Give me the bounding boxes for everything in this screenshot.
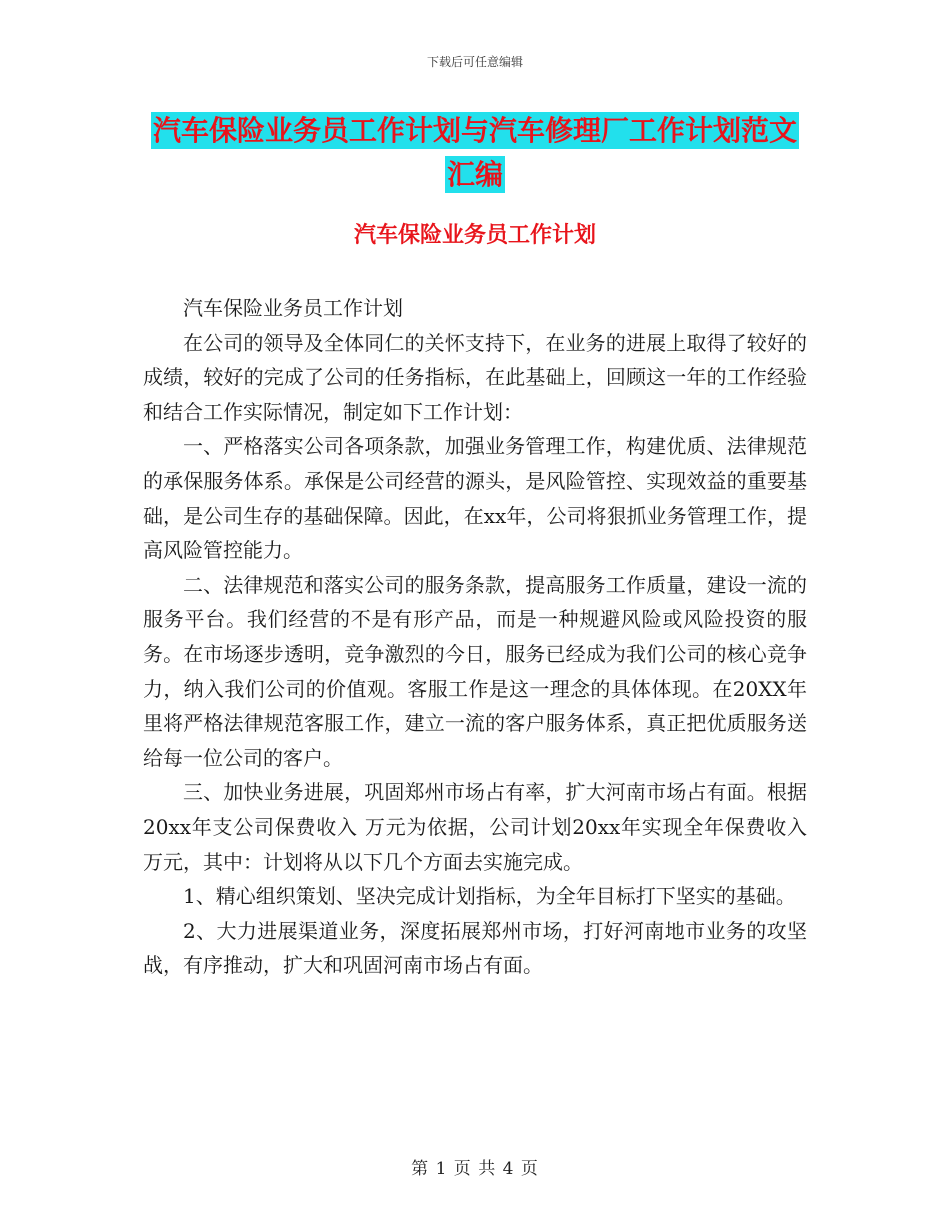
document-title-line-1-text: 汽车保险业务员工作计划与汽车修理厂工作计划范文 (152, 114, 797, 147)
paragraph: 一、严格落实公司各项条款，加强业务管理工作，构建优质、法律规范的承保服务体系。承保是公司经营的源头，是风险管控、实现效益的重要基础，是公司生存的基础保障。因此，在xx年，公司将狠抓业务管理工作，提高风险管控能力。 (143, 434, 807, 563)
section-title: 汽车保险业务员工作计划 (353, 223, 596, 248)
paragraph: 2、大力进展渠道业务，深度拓展郑州市场，打好河南地市业务的攻坚战，有序推动，扩大和巩固河南市场占有面。 (143, 918, 807, 978)
document-title-line-2-text: 汇编 (446, 158, 503, 191)
header-note: 下载后可任意编辑 (426, 55, 523, 69)
paragraph: 汽车保险业务员工作计划 (183, 296, 403, 320)
document-title-line-1 (143, 106, 807, 156)
paragraph: 1、精心组织策划、坚决完成计划指标，为全年目标打下坚实的基础。 (183, 884, 796, 909)
document-title-line-2 (143, 150, 807, 200)
paragraph: 二、法律规范和落实公司的服务条款，提高服务工作质量，建设一流的服务平台。我们经营的不是有形产品，而是一种规避风险或风险投资的服务。在市场逐步透明，竞争激烈的今日，服务已经成为我们公司的核心竞争力，纳入我们公司的价值观。客服工作是这一理念的具体体现。在20XX年里将严格法律规范客服工作，建立一流的客户服务体系，真正把优质服务送给每一位公司的客户。 (143, 572, 807, 770)
document-body (143, 291, 807, 983)
paragraph: 三、加快业务进展，巩固郑州市场占有率，扩大河南市场占有面。根据20xx年支公司保费收入 万元为依据，公司计划20xx年实现全年保费收入 万元，其中：计划将从以下几个方面去实施完成。 (143, 780, 807, 874)
page-footer: 第 1 页 共 4 页 (411, 1159, 539, 1179)
paragraph: 在公司的领导及全体同仁的关怀支持下，在业务的进展上取得了较好的成绩，较好的完成了公司的任务指标，在此基础上，回顾这一年的工作经验和结合工作实际情况，制定如下工作计划： (143, 330, 807, 424)
